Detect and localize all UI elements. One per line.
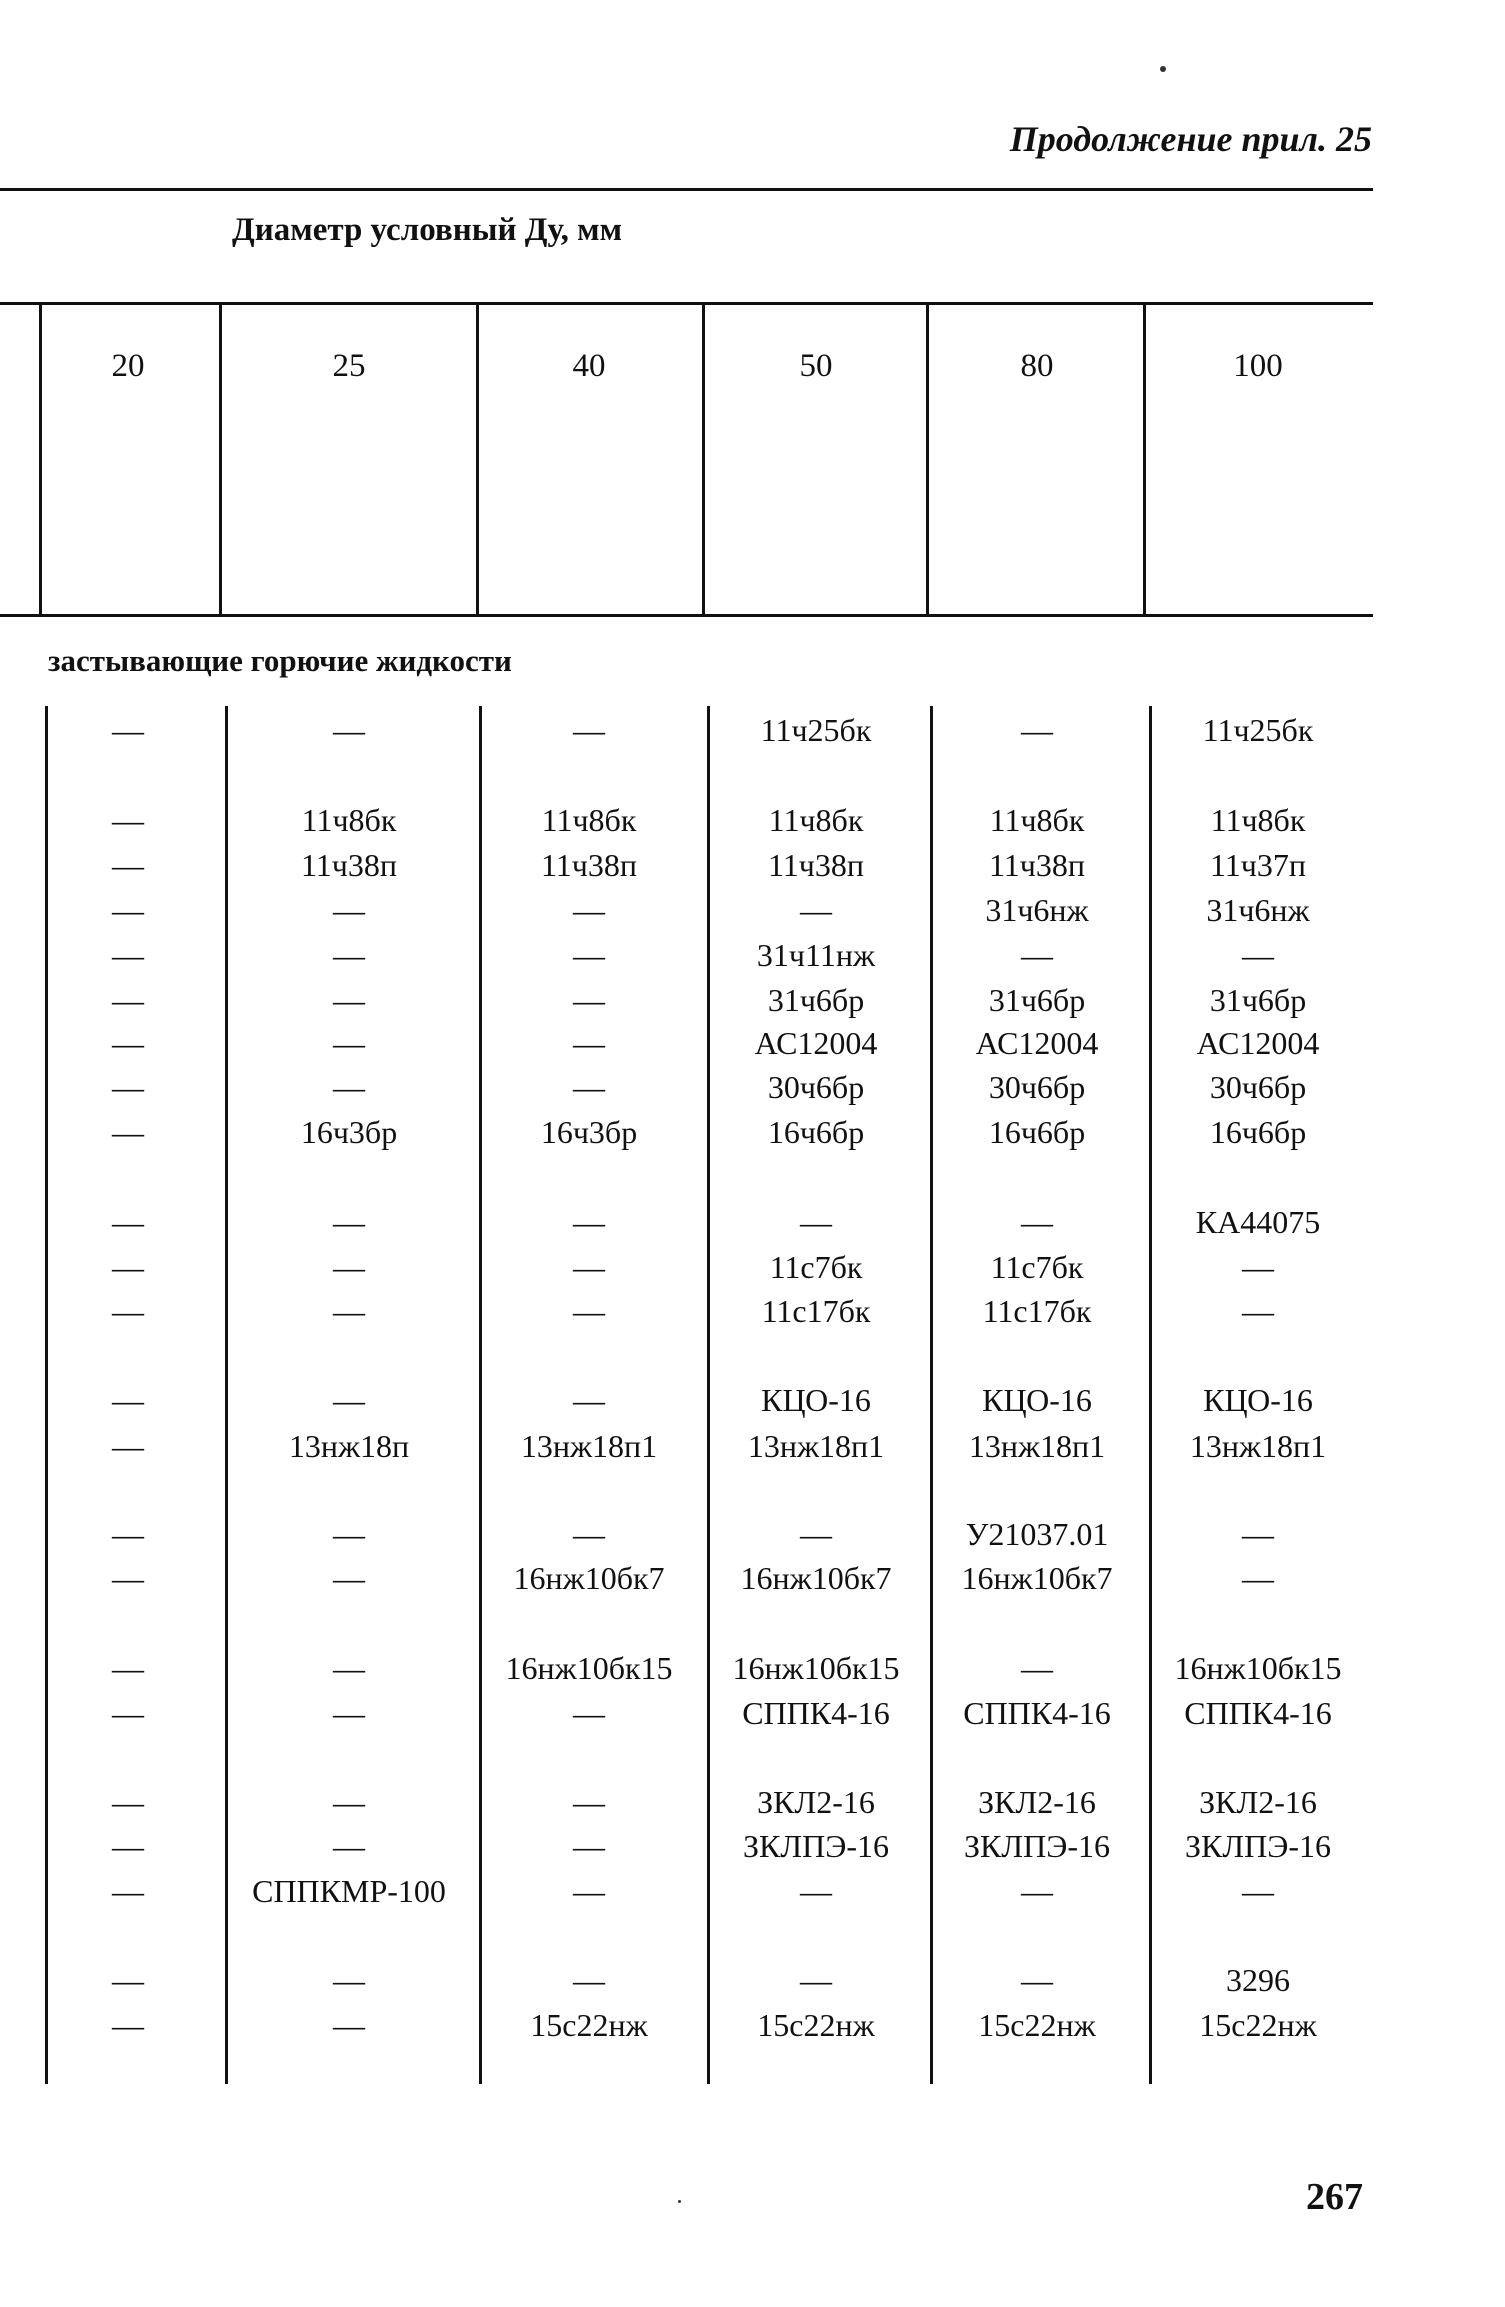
table-cell: 11ч8бк [541, 802, 637, 838]
table-cell: — [573, 892, 605, 928]
continuation-label: Продолжение прил. 25 [1009, 119, 1372, 159]
table-cell: 11ч8бк [989, 802, 1085, 838]
table-cell: 31ч11нж [756, 937, 876, 973]
table-cell: — [112, 847, 144, 883]
table-cell: 16ч6бр [767, 1114, 865, 1150]
table-cell: — [800, 1873, 832, 1909]
table-cell: КЦО-16 [982, 1382, 1092, 1418]
table-cell: — [112, 1025, 144, 1061]
table-cell: СППК4-16 [963, 1695, 1111, 1731]
table-cell: — [1242, 1560, 1274, 1596]
table-cell: АС12004 [754, 1025, 878, 1061]
table-cell: ЗКЛПЭ-16 [964, 1828, 1110, 1864]
table-cell: — [333, 1650, 365, 1686]
scan-speck [678, 2200, 681, 2203]
header-column-divider [39, 302, 42, 617]
table-cell: — [800, 892, 832, 928]
table-cell: — [112, 892, 144, 928]
table-cell: 13нж18п1 [1189, 1428, 1327, 1464]
table-cell: 16ч3бр [540, 1114, 638, 1150]
table-cell: — [333, 1069, 365, 1105]
table-cell: — [112, 937, 144, 973]
table-cell: — [333, 1560, 365, 1596]
table-cell: — [333, 1249, 365, 1285]
table-cell: — [333, 2007, 365, 2043]
top-rule [0, 188, 1373, 191]
body-column-divider [45, 706, 48, 2084]
table-cell: — [573, 1382, 605, 1418]
table-cell: — [333, 1695, 365, 1731]
scan-speck [1160, 66, 1166, 72]
table-cell: — [800, 1962, 832, 1998]
table-cell: — [333, 1025, 365, 1061]
table-cell: 13нж18п [288, 1428, 410, 1464]
table-cell: КА44075 [1195, 1204, 1321, 1240]
column-header-80: 80 [1020, 348, 1054, 384]
table-cell: — [112, 1428, 144, 1464]
table-cell: 3296 [1226, 1962, 1290, 1998]
table-cell: — [112, 1873, 144, 1909]
table-cell: — [112, 1828, 144, 1864]
table-cell: — [573, 982, 605, 1018]
table-cell: АС12004 [1196, 1025, 1320, 1061]
table-cell: — [112, 1650, 144, 1686]
table-cell: 11ч8бк [301, 802, 397, 838]
table-cell: — [112, 1560, 144, 1596]
table-cell: — [1021, 712, 1053, 748]
table-cell: АС12004 [975, 1025, 1099, 1061]
body-column-divider [225, 706, 228, 2084]
table-cell: — [112, 1962, 144, 1998]
table-cell: — [573, 1784, 605, 1820]
table-cell: 31ч6бр [1209, 982, 1307, 1018]
table-cell: КЦО-16 [1203, 1382, 1313, 1418]
table-cell: — [333, 892, 365, 928]
column-header-100: 100 [1233, 348, 1283, 384]
table-cell: 13нж18п1 [520, 1428, 658, 1464]
table-cell: 31ч6нж [1206, 892, 1310, 928]
table-cell: 15с22нж [757, 2007, 875, 2043]
table-cell: 16ч3бр [300, 1114, 398, 1150]
table-cell: 16нж10бк7 [740, 1560, 892, 1596]
table-cell: 11ч8бк [1210, 802, 1306, 838]
table-cell: — [573, 1962, 605, 1998]
table-cell: 16нж10бк15 [732, 1650, 900, 1686]
table-cell: — [573, 712, 605, 748]
table-cell: 30ч6бр [1209, 1069, 1307, 1105]
table-cell: — [1242, 1293, 1274, 1329]
table-cell: 16нж10бк15 [1174, 1650, 1342, 1686]
table-cell: 16ч6бр [1209, 1114, 1307, 1150]
table-cell: — [1242, 937, 1274, 973]
table-cell: — [112, 1249, 144, 1285]
table-cell: — [1242, 1249, 1274, 1285]
table-cell: — [573, 1249, 605, 1285]
table-cell: 15с22нж [530, 2007, 648, 2043]
table-cell: — [333, 1962, 365, 1998]
table-cell: 31ч6бр [988, 982, 1086, 1018]
table-cell: 16ч6бр [988, 1114, 1086, 1150]
table-cell: — [112, 982, 144, 1018]
column-header-40: 40 [572, 348, 606, 384]
header-bottom-rule [0, 614, 1373, 617]
table-cell: ЗКЛПЭ-16 [743, 1828, 889, 1864]
table-cell: 11с7бк [990, 1249, 1084, 1285]
table-cell: — [333, 712, 365, 748]
table-cell: — [1242, 1516, 1274, 1552]
table-cell: 11ч38п [767, 847, 865, 883]
table-cell: — [112, 1114, 144, 1150]
table-cell: 16нж10бк7 [961, 1560, 1113, 1596]
table-cell: — [1021, 1962, 1053, 1998]
table-cell: СППКМР-100 [252, 1873, 446, 1909]
table-cell: 11ч37п [1209, 847, 1307, 883]
table-cell: У21037.01 [965, 1516, 1109, 1552]
table-cell: 13нж18п1 [747, 1428, 885, 1464]
table-cell: — [333, 1382, 365, 1418]
table-cell: — [112, 1695, 144, 1731]
table-cell: 11ч25бк [1202, 712, 1314, 748]
table-cell: 13нж18п1 [968, 1428, 1106, 1464]
header-column-divider [219, 302, 222, 617]
table-cell: 16нж10бк15 [505, 1650, 673, 1686]
table-cell: ЗКЛПЭ-16 [1185, 1828, 1331, 1864]
table-cell: — [573, 1695, 605, 1731]
table-cell: 31ч6бр [767, 982, 865, 1018]
table-cell: 11с7бк [769, 1249, 863, 1285]
table-cell: КЦО-16 [761, 1382, 871, 1418]
table-cell: 30ч6бр [767, 1069, 865, 1105]
table-cell: 11с17бк [761, 1293, 871, 1329]
column-header-20: 20 [111, 348, 145, 384]
table-cell: 30ч6бр [988, 1069, 1086, 1105]
table-cell: 31ч6нж [985, 892, 1089, 928]
table-cell: — [112, 1382, 144, 1418]
table-cell: 15с22нж [978, 2007, 1096, 2043]
table-cell: — [333, 1204, 365, 1240]
table-cell: — [112, 1293, 144, 1329]
table-cell: — [333, 1784, 365, 1820]
section-title: застывающие горючие жидкости [48, 643, 512, 678]
table-cell: 16нж10бк7 [513, 1560, 665, 1596]
table-cell: — [573, 1873, 605, 1909]
table-cell: 11ч8бк [768, 802, 864, 838]
table-cell: — [573, 937, 605, 973]
table-cell: 11с17бк [982, 1293, 1092, 1329]
table-cell: — [1021, 1650, 1053, 1686]
table-cell: — [573, 1828, 605, 1864]
table-cell: — [112, 1516, 144, 1552]
table-cell: 11ч25бк [760, 712, 872, 748]
table-cell: — [573, 1516, 605, 1552]
table-cell: 15с22нж [1199, 2007, 1317, 2043]
page-number: 267 [1306, 2176, 1363, 2218]
table-cell: 11ч38п [540, 847, 638, 883]
table-cell: — [112, 2007, 144, 2043]
table-cell: 11ч38п [300, 847, 398, 883]
table-cell: — [112, 712, 144, 748]
table-cell: — [1021, 1204, 1053, 1240]
table-cell: — [573, 1204, 605, 1240]
table-cell: — [1242, 1873, 1274, 1909]
table-cell: — [333, 1828, 365, 1864]
table-cell: — [333, 1516, 365, 1552]
table-cell: — [333, 937, 365, 973]
table-cell: — [800, 1516, 832, 1552]
table-cell: ЗКЛ2-16 [978, 1784, 1096, 1820]
header-rule [0, 302, 1373, 305]
table-cell: 11ч38п [988, 847, 1086, 883]
table-cell: — [333, 982, 365, 1018]
column-header-25: 25 [332, 348, 366, 384]
table-cell: — [1021, 937, 1053, 973]
column-header-50: 50 [799, 348, 833, 384]
table-cell: — [112, 1204, 144, 1240]
table-cell: — [573, 1293, 605, 1329]
diameter-title: Диаметр условный Ду, мм [232, 212, 623, 248]
table-cell: — [112, 802, 144, 838]
table-cell: — [573, 1025, 605, 1061]
table-cell: — [800, 1204, 832, 1240]
table-cell: ЗКЛ2-16 [1199, 1784, 1317, 1820]
table-cell: СППК4-16 [1184, 1695, 1332, 1731]
table-cell: ЗКЛ2-16 [757, 1784, 875, 1820]
table-cell: — [1021, 1873, 1053, 1909]
table-cell: — [573, 1069, 605, 1105]
table-cell: — [112, 1069, 144, 1105]
table-cell: — [112, 1784, 144, 1820]
table-cell: СППК4-16 [742, 1695, 890, 1731]
table-cell: — [333, 1293, 365, 1329]
